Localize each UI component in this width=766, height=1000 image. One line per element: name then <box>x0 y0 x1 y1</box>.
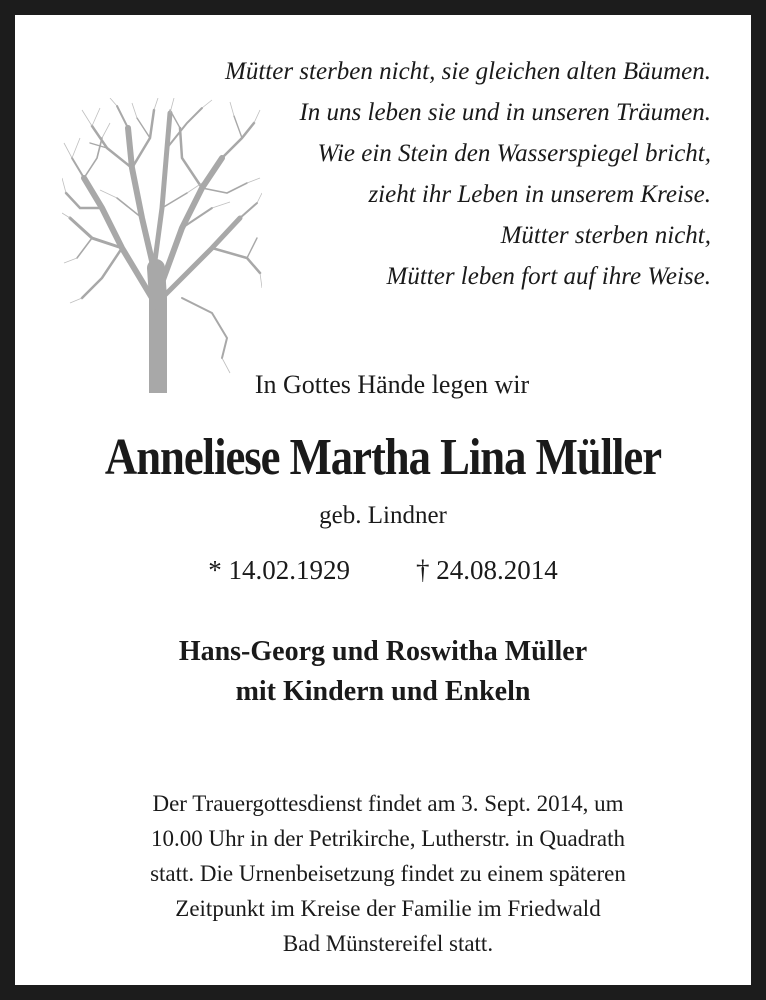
poem <box>91 51 711 297</box>
family-line: mit Kindern und Enkeln <box>235 676 531 707</box>
service-notice <box>18 786 748 961</box>
poem-line: Mütter sterben nicht, <box>500 222 711 249</box>
poem-line: Mütter leben fort auf ihre Weise. <box>386 263 711 290</box>
service-line: statt. Die Urnenbeisetzung findet zu einem späteren <box>150 861 626 886</box>
service-line: Der Trauergottesdienst findet am 3. Sept. 2014, um <box>152 791 624 816</box>
family-signature <box>18 632 748 712</box>
service-line: Zeitpunkt im Kreise der Familie im Friedwald <box>175 896 601 921</box>
obituary-card <box>15 15 751 985</box>
service-line: 10.00 Uhr in der Petrikirche, Lutherstr. in Quadrath <box>151 826 625 851</box>
maiden-name: geb. Lindner <box>319 502 447 529</box>
poem-line: zieht ihr Leben in unserem Kreise. <box>368 181 711 208</box>
family-line: Hans-Georg und Roswitha Müller <box>178 636 588 667</box>
poem-line: Wie ein Stein den Wasserspiegel bricht, <box>317 140 711 167</box>
service-line: Bad Münstereifel statt. <box>282 931 494 956</box>
birth-date: * 14.02.1929 <box>208 555 350 585</box>
intro-text: In Gottes Hände legen wir <box>254 370 530 399</box>
death-date: † 24.08.2014 <box>416 555 558 585</box>
life-dates <box>18 555 748 586</box>
poem-line: Mütter sterben nicht, sie gleichen alten Bäumen. <box>225 58 711 85</box>
deceased-name: Anneliese Martha Lina Müller <box>104 429 662 486</box>
poem-line: In uns leben sie und in unseren Träumen. <box>299 99 711 126</box>
